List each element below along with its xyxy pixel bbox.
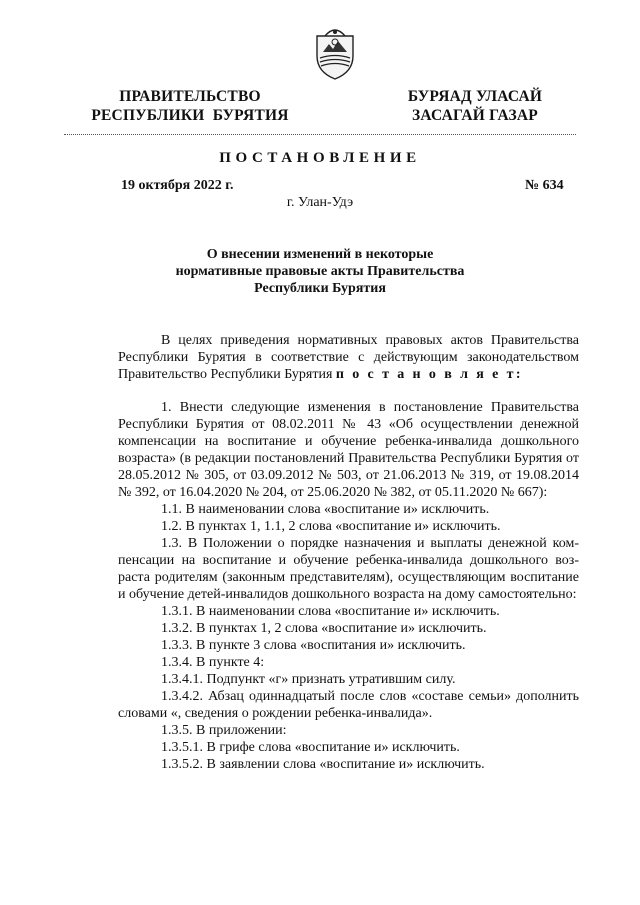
government-name-russian: [80, 87, 300, 125]
paragraph-1-3-2: 1.3.2. В пунктах 1, 2 слова «воспитание и» исключить.: [161, 621, 487, 636]
document-city: г. Улан-Удэ: [286, 195, 354, 210]
document-body: [118, 332, 579, 773]
paragraph-1-3-4-1: 1.3.4.1. Подпункт «г» признать утратившим силу.: [161, 672, 456, 687]
right-org-line2: ЗАСАГАЙ ГАЗАР: [412, 107, 538, 124]
paragraph-1: 1. Внести следующие изменения в постановление Правительства Республики Бурятия от 08.02.2011 № 43 «Об осуществлении денежной компенсации на воспитание и обучение ребенка-инвалида дошкольного возраста» (в редакции постановлений Правительства Республики Бурятия от 28.05.2012 № 305, от 03.09.2012 № 503, от 21.06.2013 № 319, от 19.08.2014 № 392, от 16.04.2020 № 204, от 25.06.2020 № 382, от 05.11.2020 № 667):: [118, 400, 579, 500]
header-divider: [64, 134, 576, 135]
preamble-action: п о с т а н о в л я е т:: [335, 367, 523, 382]
government-name-buryat: [380, 87, 570, 125]
paragraph-1-3-5-2: 1.3.5.2. В заявлении слова «воспитание и» исключить.: [161, 757, 485, 772]
document-type-title: ПОСТАНОВЛЕНИЕ: [219, 150, 421, 166]
subject-line3: Республики Бурятия: [254, 281, 386, 296]
paragraph-1-3-5-1: 1.3.5.1. В грифе слова «воспитание и» исключить.: [161, 740, 460, 755]
paragraph-1-3-5: 1.3.5. В приложении:: [161, 723, 287, 738]
left-org-line2: РЕСПУБЛИКИ БУРЯТИЯ: [91, 107, 289, 124]
paragraph-1-3: 1.3. В Положении о порядке назначения и выплаты денежной компенсации на воспитание и обучение ребенка-инвалида дошкольного возраста родителям (законным представителям), осуществляющим воспитание и обучение детей-инвалидов дошкольного возраста на дому самостоятельно:: [118, 536, 579, 602]
document-date: 19 октября 2022 г.: [121, 178, 234, 193]
right-org-line1: БУРЯАД УЛАСАЙ: [407, 88, 543, 105]
paragraph-1-2: 1.2. В пунктах 1, 1.1, 2 слова «воспитание и» исключить.: [161, 519, 501, 534]
paragraph-1-1: 1.1. В наименовании слова «воспитание и» исключить.: [161, 502, 490, 517]
document-subject: [140, 246, 500, 297]
preamble-text: В целях приведения нормативных правовых актов Правительства Республики Бурятия в соответствие с действующим законодательством Правительство Республики Бурятия: [118, 333, 579, 382]
left-org-line1: ПРАВИТЕЛЬСТВО: [119, 88, 261, 105]
paragraph-1-3-4: 1.3.4. В пункте 4:: [161, 655, 265, 670]
document-number: № 634: [525, 178, 564, 193]
paragraph-1-3-1: 1.3.1. В наименовании слова «воспитание и» исключить.: [161, 604, 500, 619]
preamble-paragraph: [118, 332, 579, 383]
paragraph-1-3-3: 1.3.3. В пункте 3 слова «воспитания и» исключить.: [161, 638, 466, 653]
subject-line2: нормативные правовые акты Правительства: [175, 264, 465, 279]
paragraph-1-3-4-2: 1.3.4.2. Абзац одиннадцатый после слов «составе семьи» дополнить словами «, сведения о рождении ребенка-инвалида».: [118, 689, 579, 721]
subject-line1: О внесении изменений в некоторые: [206, 247, 434, 262]
coat-of-arms-icon: [305, 22, 365, 82]
